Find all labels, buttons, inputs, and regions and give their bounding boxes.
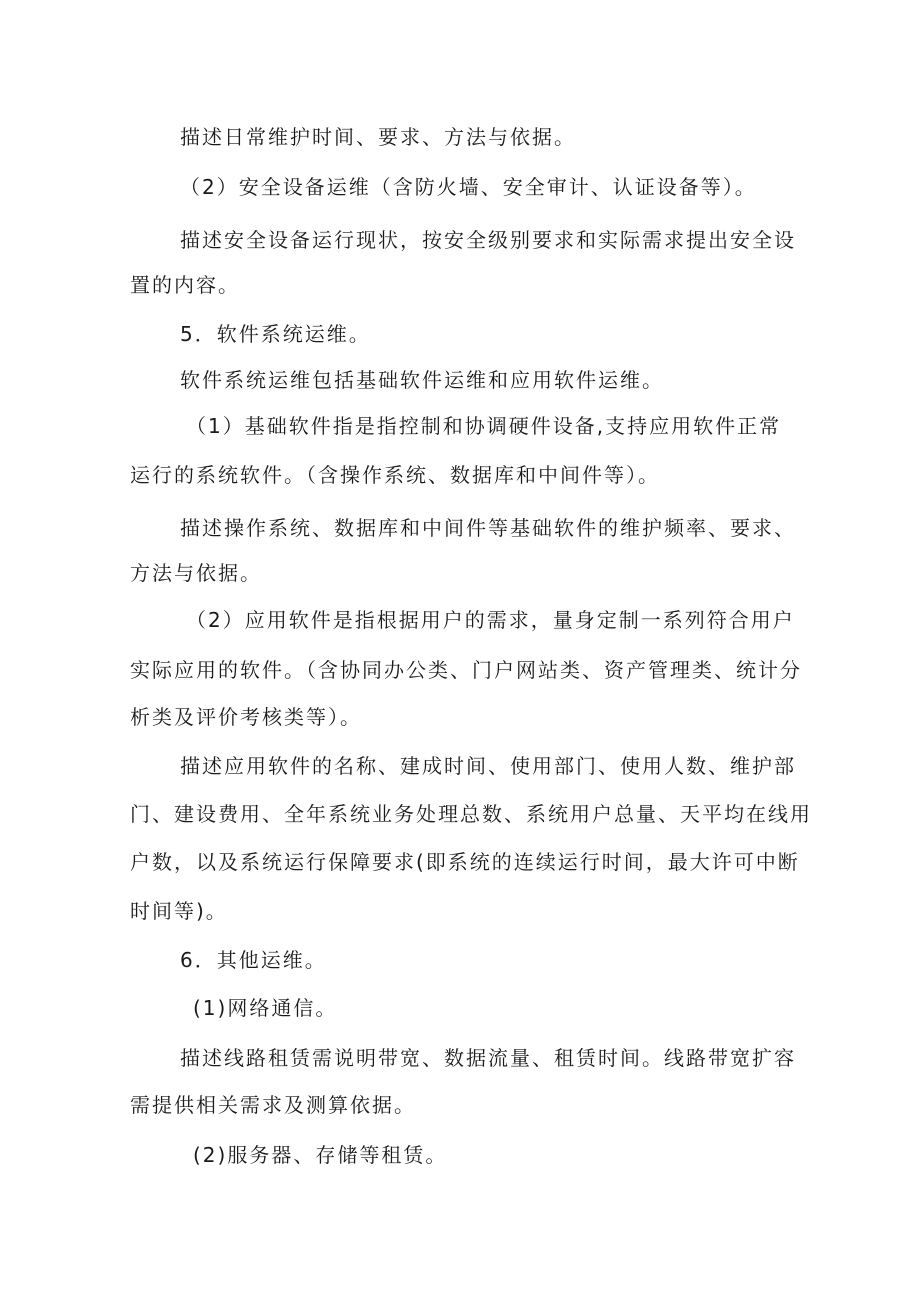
paragraph-line: 软件系统运维包括基础软件运维和应用软件运维。 bbox=[180, 368, 664, 392]
paragraph-line: (2)服务器、存储等租赁。 bbox=[193, 1143, 448, 1167]
section-heading: 6．其他运维。 bbox=[180, 948, 327, 972]
paragraph-line: 运行的系统软件。（含操作系统、数据库和中间件等）。 bbox=[130, 463, 660, 487]
paragraph-line: 方法与依据。 bbox=[130, 561, 262, 585]
paragraph-line: 门、建设费用、全年系统业务处理总数、系统用户总量、天平均在线用 bbox=[130, 802, 812, 826]
paragraph-line: 需提供相关需求及测算依据。 bbox=[130, 1093, 416, 1117]
paragraph-line: （2）安全设备运维（含防火墙、安全审计、认证设备等）。 bbox=[180, 175, 757, 199]
paragraph-line: 时间等)。 bbox=[130, 899, 228, 923]
paragraph-line: 置的内容。 bbox=[130, 273, 240, 297]
paragraph-line: 描述线路租赁需说明带宽、数据流量、租赁时间。线路带宽扩容 bbox=[180, 1046, 796, 1070]
paragraph-line: 描述操作系统、数据库和中间件等基础软件的维护频率、要求、 bbox=[180, 516, 796, 540]
paragraph-line: 析类及评价考核类等）。 bbox=[130, 705, 362, 729]
paragraph-line: 描述日常维护时间、要求、方法与依据。 bbox=[180, 125, 576, 149]
paragraph-line: 实际应用的软件。（含协同办公类、门户网站类、资产管理类、统计分 bbox=[130, 658, 802, 682]
paragraph-line: 户数，以及系统运行保障要求(即系统的连续运行时间，最大许可中断 bbox=[130, 850, 800, 874]
paragraph-line: (1)网络通信。 bbox=[193, 996, 338, 1020]
section-heading: 5．软件系统运维。 bbox=[180, 322, 371, 346]
paragraph-line: （1）基础软件指是指控制和协调硬件设备,支持应用软件正常 bbox=[186, 414, 782, 438]
paragraph-line: 描述应用软件的名称、建成时间、使用部门、使用人数、维护部 bbox=[180, 754, 796, 778]
paragraph-line: （2）应用软件是指根据用户的需求，量身定制一系列符合用户 bbox=[186, 608, 795, 632]
paragraph-line: 描述安全设备运行现状，按安全级别要求和实际需求提出安全设 bbox=[180, 228, 796, 252]
